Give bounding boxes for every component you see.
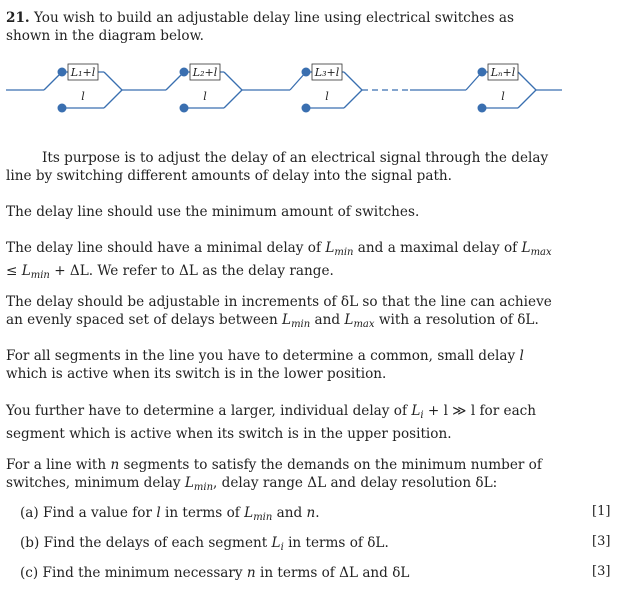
part-c: (c) Find the minimum necessary n in terms of ΔL and δL [20, 565, 410, 581]
segment-2-lower-label: l [203, 90, 207, 103]
delay-line-diagram [0, 56, 618, 126]
segment-n-lower-label: l [501, 90, 505, 103]
large-delay-paragraph: You further have to determine a larger, individual delay of $L_i + l$ ≫ l for each segment which is active when its switch is in the upper position. [6, 403, 537, 442]
part-c-marks: [3] [592, 564, 611, 579]
min-switches-paragraph: The delay line should use the minimum amount of switches. [6, 204, 420, 220]
question-intro-text: You wish to build an adjustable delay line using electrical switches as shown in the diagram below. [6, 10, 514, 44]
segment-3-lower-label: l [325, 90, 329, 103]
segment-3-upper-label: L₃+l [314, 66, 340, 79]
segment-1-lower-label: l [81, 90, 85, 103]
segment-1-upper-label: L₁+l [70, 66, 96, 79]
part-a: (a) Find a value for l in terms of $L_{min}$ and n. [20, 505, 320, 523]
part-b: (b) Find the delays of each segment $L_i$ in terms of δL. [20, 535, 389, 553]
question-number: 21. [6, 10, 30, 26]
segment-n-upper-label: Lₙ+l [490, 66, 516, 79]
line-paragraph: For a line with n segments to satisfy the demands on the minimum number of switches, minimum delay $L_{min}$, delay range ΔL and delay resolution δL: [6, 457, 542, 493]
range-paragraph: The delay line should have a minimal delay of $L_{min}$ and a maximal delay of $L_{max} \le L_{min} + \Delta L$. We refer to ΔL as the delay range. [6, 240, 552, 281]
segment-2-upper-label: L₂+l [192, 66, 218, 79]
increment-paragraph: The delay should be adjustable in increments of δL so that the line can achieve an evenly spaced set of delays between $L_{min}$ and $L_{max}$ with a resolution of δL. [6, 294, 552, 330]
purpose-paragraph: Its purpose is to adjust the delay of an electrical signal through the delay line by switching different amounts of delay into the signal path. [6, 150, 549, 184]
part-a-marks: [1] [592, 504, 611, 519]
small-delay-paragraph: For all segments in the line you have to determine a common, small delay l which is active when its switch is in the lower position. [6, 348, 524, 382]
question-intro [6, 9, 562, 45]
part-b-marks: [3] [592, 534, 611, 549]
